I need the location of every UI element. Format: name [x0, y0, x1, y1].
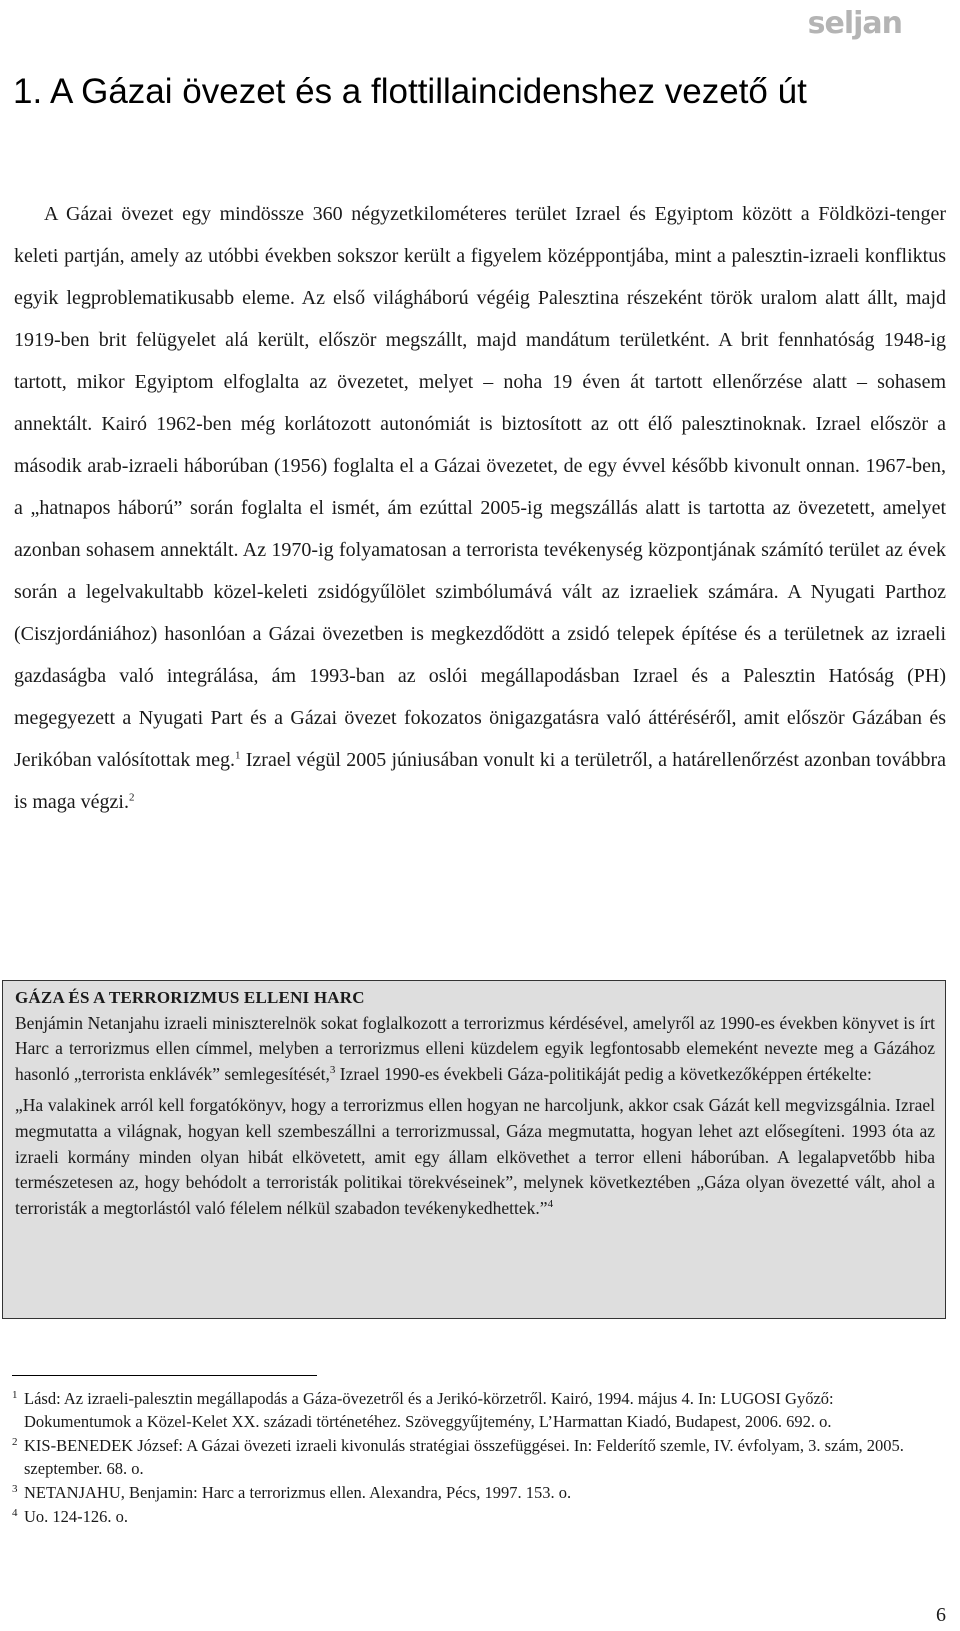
footnote-item: 4 Uo. 124-126. o. — [12, 1506, 129, 1526]
footnote-item: 2 KIS-BENEDEK József: A Gázai övezeti izraeli kivonulás stratégiai összefüggései. In: Felderítő szemle, IV. évfolyam, 3. szám, 2005. szeptember. 68. o. — [12, 1435, 904, 1478]
sidebar-box — [2, 980, 946, 1319]
box-title: GÁZA ÉS A TERRORIZMUS ELLENI HARC — [15, 988, 365, 1007]
publisher-logo: seljan — [807, 6, 902, 41]
footnote-text: NETANJAHU, Benjamin: Harc a terrorizmus ellen. Alexandra, Pécs, 1997. 153. o. — [24, 1483, 572, 1502]
box-quote-text: „Ha valakinek arról kell forgatókönyv, hogy a terrorizmus ellen hogyan ne harcoljunk, akkor csak Gázát kell megvizsgálnia. Izrael megmutatta a világnak, hogyan kell szembeszállni a terrorizmussal, Gáza megmutatta, hogyan lehet azt elősegíteni. 1993 óta az izraeli kormány minden olyan hibát elkövetett, amit egy állam elkövethet a terror elleni háborúban. A legalapvetőbb hiba természetesen az, hogy behódolt a terroristák politikai törekvéseinek”, melynek következtében „Gáza olyan övezetté vált, ahol a terroristák a megtorlástól való félelem nélkül szabadon tevékenykedhettek.” — [15, 1095, 935, 1218]
box-text — [15, 1011, 935, 1088]
chapter-title: 1. A Gázai övezet és a flottillaincidenshez vezető út — [13, 72, 807, 111]
body-paragraph-text: A Gázai övezet egy mindössze 360 négyzetkilométeres terület Izrael és Egyiptom között a Földközi-tenger keleti partján, amely az utóbbi években sokszor került a figyelem középpontjába, mint a palesztin-izraeli konfliktus egyik legproblematikusabb eleme. Az első világháború végéig Palesztina részeként török uralom alatt állt, majd 1919-ben brit felügyelet alá került, először megszállt, majd mandátum területként. A brit fennhatóság 1948-ig tartott, mikor Egyiptom elfoglalta az övezetet, melyet – noha 19 éven át tartott ellenőrzése alatt – sohasem annektált. Kairó 1962-ben még korlátozott autonómiát is biztosított az ott élő palesztinoknak. Izrael először a második arab-izraeli háborúban (1956) foglalta el a Gázai övezetet, de egy évvel később kivonult onnan. 1967-ben, a „hatnapos háború” során foglalta el ismét, ám ezúttal 2005-ig megszállás alatt is tartotta az övezetett, amelyet azonban sohasem annektált. Az 1970-ig folyamatosan a terrorista tevékenység központjának számító terület az évek során a legelvakultabb közel-keleti zsidógyűlölet szimbólumává vált az izraeliek számára. A Nyugati Parthoz (Ciszjordániához) hasonlóan a Gázai övezetben is megkezdődött a zsidó telepek építése és a területnek az izraeli gazdaságba való integrálása, ám 1993-ban az oslói megállapodásban Izrael és a Palesztin Hatóság (PH) megegyezett a Nyugati Part és a Gázai övezet fokozatos önigazgatásra való áttéréséről, amit először Gázában és Jerikóban valósítottak meg. — [14, 203, 946, 771]
box-text-continued: Izrael 1990-es évekbeli Gáza-politikáját pedig a következőképpen értékelte: — [335, 1063, 872, 1084]
footnote-text: Uo. 124-126. o. — [24, 1507, 129, 1526]
box-quote — [15, 1093, 935, 1221]
footnotes — [12, 1387, 944, 1529]
page-number: 6 — [936, 1604, 946, 1626]
footnote-item: 3 NETANJAHU, Benjamin: Harc a terrorizmus ellen. Alexandra, Pécs, 1997. 153. o. — [12, 1482, 572, 1502]
footnote-text: KIS-BENEDEK József: A Gázai övezeti izraeli kivonulás stratégiai összefüggései. In: Felderítő szemle, IV. évfolyam, 3. szám, 2005. szeptember. 68. o. — [24, 1436, 904, 1478]
footnote-ref-2[interactable]: 2 — [128, 791, 135, 804]
box-text-main: Benjámin Netanjahu izraeli miniszterelnök sokat foglalkozott a terrorizmus kérdésével, amelyről az 1990-es években könyvet is írt Harc a terrorizmus ellen címmel, melyben a terrorizmus elleni küzdelem egyik legfontosabb elemeként nevezte meg a Gázához hasonló „terrorista enklávék” semlegesítését, — [15, 1012, 935, 1084]
footnote-ref-1[interactable]: 1 — [235, 749, 241, 762]
footnote-ref-3[interactable]: 3 — [329, 1063, 336, 1076]
footnote-item: 1 Lásd: Az izraeli-palesztin megállapodás a Gáza-övezetről és a Jerikó-körzetről. Kairó, 1994. május 4. In: LUGOSI Győző: Dokumentumok a Közel-Kelet XX. századi történetéhez. Szöveggyűjtemény, L’Harmattan Kiadó, Budapest, 2006. 692. o. — [12, 1388, 834, 1431]
main-text — [14, 193, 946, 823]
footnote-ref-4[interactable]: 4 — [547, 1197, 554, 1210]
body-paragraph-end: Izrael végül 2005 júniusában vonult ki a területről, a határellenőrzést azonban továbbra is maga végzi. — [14, 749, 946, 813]
footnote-text: Lásd: Az izraeli-palesztin megállapodás a Gáza-övezetről és a Jerikó-körzetről. Kairó, 1994. május 4. In: LUGOSI Győző: Dokumentumok a Közel-Kelet XX. századi történetéhez. Szöveggyűjtemény, L’Harmattan Kiadó, Budapest, 2006. 692. o. — [24, 1389, 834, 1431]
body-paragraph — [14, 193, 946, 823]
footnote-divider — [12, 1375, 317, 1376]
